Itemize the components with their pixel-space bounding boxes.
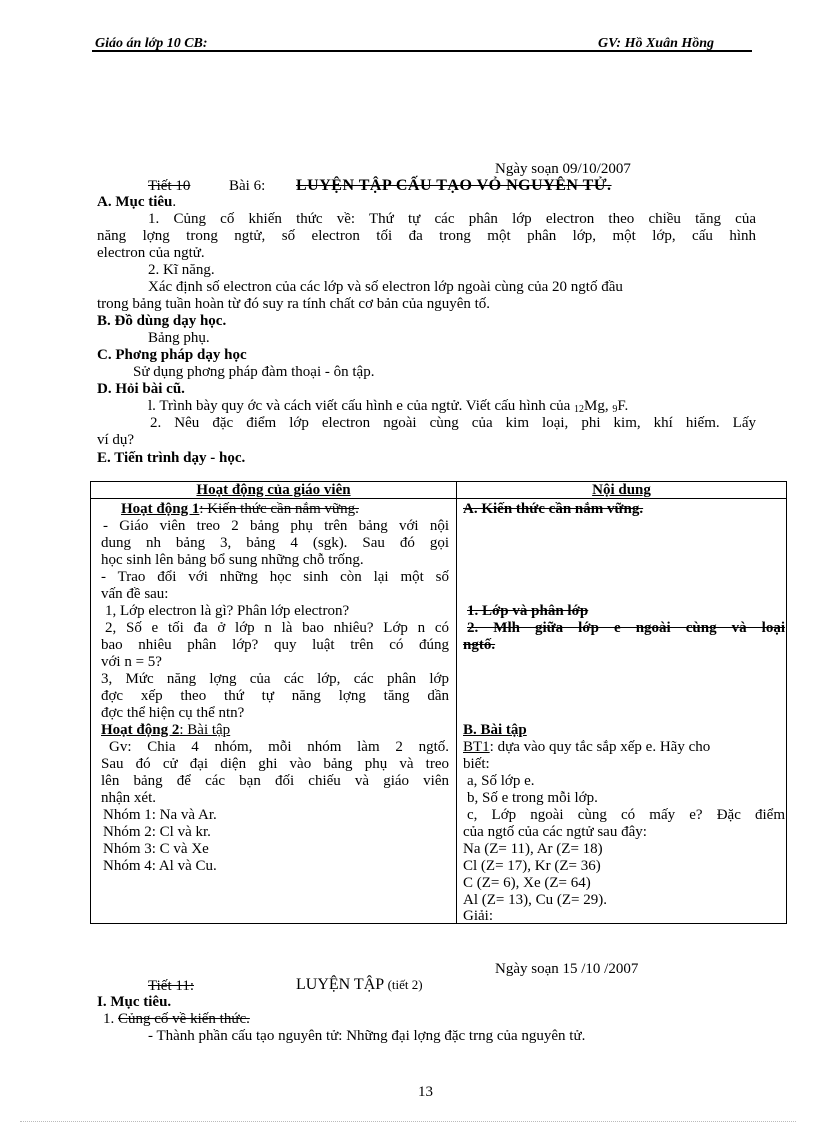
activity1-line1: - Giáo viên treo 2 bảng phụ trên bảng với nội xyxy=(103,518,449,534)
content-bt1-line2: biết: xyxy=(463,756,490,772)
lesson11-heading: I. Mục tiêu. xyxy=(97,994,172,1010)
section-d-heading: D. Hỏi bài cũ. xyxy=(97,381,185,397)
element-pair1: Na (Z= 11), Ar (Z= 18) xyxy=(463,841,603,857)
f-subscript: 9 xyxy=(612,404,618,415)
content-a2-line2: ngtố. xyxy=(463,637,496,653)
question2-line1: 2, Số e tối đa ở lớp n là bao nhiêu? Lớp n có xyxy=(105,620,449,636)
lesson11-title: LUYỆN TẬP xyxy=(296,976,384,993)
header-rule xyxy=(92,50,752,52)
lesson-table xyxy=(90,481,787,924)
mg-symbol: Mg, xyxy=(584,398,609,414)
section-d-q2-line2: ví dụ? xyxy=(97,432,135,448)
activity2-line1: Gv: Chia 4 nhóm, mỗi nhóm làm 2 ngtố. xyxy=(109,739,449,755)
activity2-heading xyxy=(101,722,230,738)
section-a-p1-line1: 1. Củng cố khiến thức về: Thứ tự các phân lớp electron theo chiều tăng của xyxy=(148,211,756,227)
section-b-text: Bảng phụ. xyxy=(148,330,210,346)
solution-label: Giải: xyxy=(463,908,493,924)
lesson10-date: Ngày soạn 09/10/2007 xyxy=(495,161,631,177)
activity1-line3: học sinh lên bảng bổ sung những chỗ trống. xyxy=(101,552,364,568)
activity2-line4: nhận xét. xyxy=(101,790,156,806)
content-b-heading-text: B. Bài tập xyxy=(463,722,527,738)
teacher-activity-cell xyxy=(91,499,457,924)
lesson10-period: Tiết 10 xyxy=(148,178,191,194)
question2-line3: với n = 5? xyxy=(101,654,162,670)
section-c-heading: C. Phơng pháp dạy học xyxy=(97,347,247,363)
content-bb: b, Số e trong mỗi lớp. xyxy=(467,790,598,806)
header-right: GV: Hồ Xuân Hồng xyxy=(598,36,715,51)
content-bc-line2: của ngtố của các ngtử sau đây: xyxy=(463,824,647,840)
mg-subscript: 12 xyxy=(574,404,585,415)
content-ba: a, Số lớp e. xyxy=(467,773,535,789)
activity1-line2: dung nh bảng 3, bảng 4 (sgk). Sau đó gọi xyxy=(101,535,449,551)
lesson11-item1-text: Củng cố về kiến thức. xyxy=(118,1011,250,1027)
activity2-line2: Sau đó cử đại diện ghi vào bảng phụ và treo xyxy=(101,756,449,772)
content-a-heading: A. Kiến thức cần nắm vững. xyxy=(463,501,644,517)
f-symbol: F. xyxy=(617,398,629,414)
section-a-p1-line3: electron của ngtử. xyxy=(97,245,205,261)
content-bc-line1: c, Lớp ngoài cùng có mấy e? Đặc điểm xyxy=(467,807,785,823)
lesson11-item1-line: - Thành phần cấu tạo nguyên tử: Những đại lợng đặc trng của nguyên tử. xyxy=(148,1028,586,1044)
col-header-teacher: Hoạt động của giáo viên xyxy=(91,482,457,499)
element-pair4: Al (Z= 13), Cu (Z= 29). xyxy=(463,892,607,908)
activity2-title: Hoạt động 2 xyxy=(101,722,180,738)
activity1-rest: : Kiến thức cần nắm vững. xyxy=(199,501,359,517)
section-e-heading: E. Tiến trình dạy - học. xyxy=(97,450,246,466)
group3: Nhóm 3: C và Xe xyxy=(103,841,209,857)
content-a2-line1: 2. Mlh giữa lớp e ngoài cùng và loại xyxy=(467,620,785,636)
content-a1: 1. Lớp và phân lớp xyxy=(467,603,589,619)
section-a-p1-line2: năng lợng trong ngtử, số electron tối đa trong một phân lớp, một lớp, cấu hình xyxy=(97,228,756,244)
question2-line2: bao nhiêu phân lớp? quy luật trên có đúng xyxy=(101,637,449,653)
section-a-p3-line1: Xác định số electron của các lớp và số electron lớp ngoài cùng của 20 ngtố đầu xyxy=(148,279,623,295)
section-a-skills: 2. Kĩ năng. xyxy=(148,262,215,278)
section-a-heading xyxy=(97,194,176,210)
page-number: 13 xyxy=(418,1084,433,1100)
activity1-line5: vấn đề sau: xyxy=(101,586,169,602)
header-left: Giáo án lớp 10 CB: xyxy=(95,36,208,51)
lesson11-title-sub: (tiết 2) xyxy=(387,977,423,992)
lesson11-item1 xyxy=(103,1011,250,1027)
page-bottom-rule xyxy=(20,1121,796,1122)
section-c-text: Sử dụng phơng pháp đàm thoại - ôn tập. xyxy=(133,364,375,380)
section-b-heading: B. Đồ dùng dạy học. xyxy=(97,313,227,329)
lesson11-item1-no: 1. xyxy=(103,1011,115,1027)
group4: Nhóm 4: Al và Cu. xyxy=(103,858,217,874)
bt1-text: : dựa vào quy tắc sắp xếp e. Hãy cho xyxy=(489,739,711,755)
section-a-heading-dot: . xyxy=(172,194,177,210)
group2: Nhóm 2: Cl và kr. xyxy=(103,824,211,840)
col-header-content: Nội dung xyxy=(457,482,787,499)
content-cell xyxy=(457,499,787,924)
section-d-q2-line1: 2. Nêu đặc điểm lớp electron ngoài cùng của kim loại, phi kim, khí hiếm. Lấy xyxy=(150,415,756,431)
content-b-heading xyxy=(463,722,527,738)
question1: 1, Lớp electron là gì? Phân lớp electron? xyxy=(105,603,350,619)
lesson11-title-wrap xyxy=(296,976,423,994)
section-a-p3-line2: trong bảng tuần hoàn từ đó suy ra tính chất cơ bản của nguyên tố. xyxy=(97,296,491,312)
lesson10-title: LUYỆN TẬP CẤU TẠO VỎ NGUYÊN TỬ. xyxy=(296,177,612,194)
element-pair3: C (Z= 6), Xe (Z= 64) xyxy=(463,875,591,891)
lesson10-number: Bài 6: xyxy=(229,178,266,194)
activity2-line3: lên bảng để các bạn đối chiếu và giáo viên xyxy=(101,773,449,789)
question3-line1: 3, Mức năng lợng của các lớp, các phân lớp xyxy=(101,671,449,687)
activity1-title: Hoạt động 1 xyxy=(121,501,200,517)
question3-line3: đợc thể hiện cụ thể ntn? xyxy=(101,705,245,721)
element-pair2: Cl (Z= 17), Kr (Z= 36) xyxy=(463,858,601,874)
activity2-rest: : Bài tập xyxy=(179,722,231,738)
lesson11-date: Ngày soạn 15 /10 /2007 xyxy=(495,961,639,977)
section-a-heading-text: A. Mục tiêu xyxy=(97,194,173,210)
question3-line2: đợc xếp theo thứ tự năng lợng tăng dần xyxy=(101,688,449,704)
lesson11-period: Tiết 11: xyxy=(148,978,194,994)
bt1-label: BT1 xyxy=(463,739,490,755)
content-bt1-line1 xyxy=(463,739,710,755)
section-d-q1-text: l. Trình bày quy ớc và cách viết cấu hình e của ngtử. Viết cấu hình của xyxy=(148,398,571,414)
activity1-heading xyxy=(121,501,359,517)
activity1-line4: - Trao đổi với những học sinh còn lại một số xyxy=(101,569,449,585)
group1: Nhóm 1: Na và Ar. xyxy=(103,807,217,823)
